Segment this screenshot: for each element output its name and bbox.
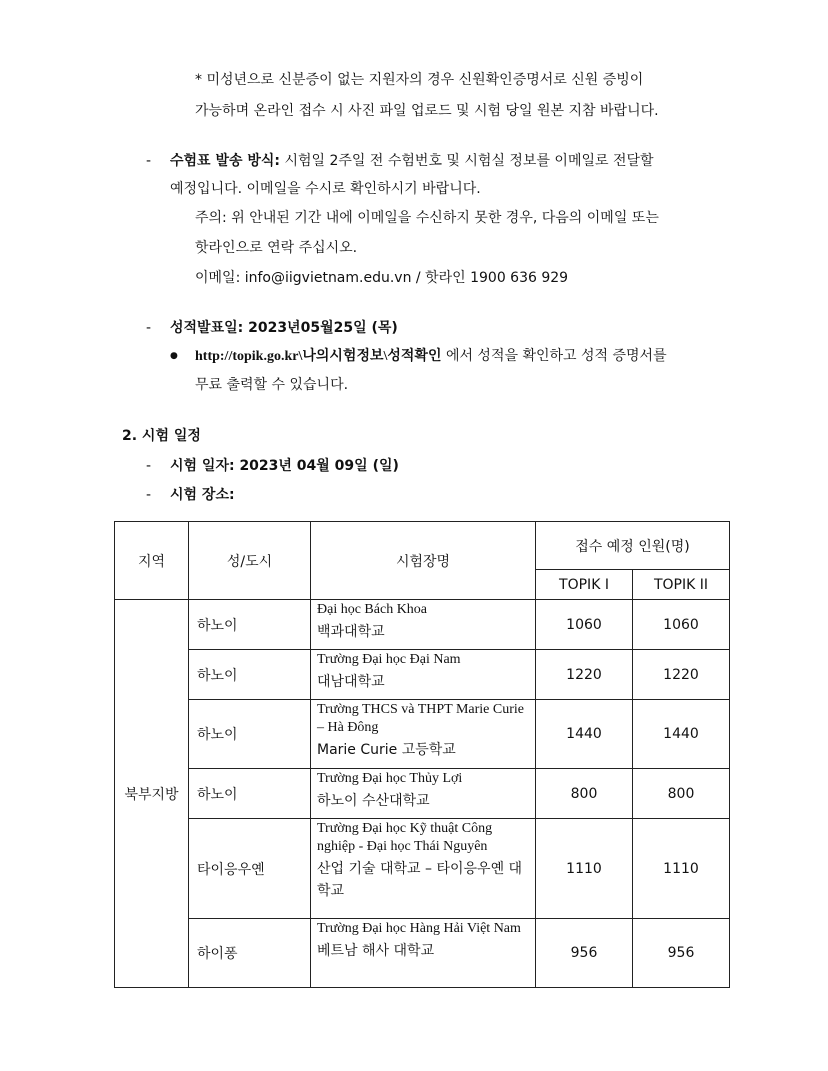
topik-2-count: 1110: [633, 819, 730, 919]
province-cell: 타이응우옌: [189, 819, 311, 919]
region-cell: 북부지방: [115, 600, 189, 988]
header-capacity: 접수 예정 인원(명): [536, 522, 730, 570]
province-cell: 하노이: [189, 650, 311, 700]
topik-1-count: 1060: [536, 600, 633, 650]
topik-1-count: 1440: [536, 700, 633, 769]
province-cell: 하노이: [189, 700, 311, 769]
venue-cell: [311, 819, 536, 919]
topik-1-count: 1110: [536, 819, 633, 919]
results-link[interactable]: http://topik.go.kr\나의시험정보\성적확인: [195, 349, 442, 364]
venue-cell: [311, 650, 536, 700]
exam-venue-table: [114, 521, 730, 988]
venue-name-vi: Trường THCS và THPT Marie Curie – Hà Đông: [317, 702, 524, 735]
venue-name-ko: 산업 기술 대학교 – 타이응우옌 대학교: [317, 861, 523, 899]
topik-2-count: 1440: [633, 700, 730, 769]
header-province: 성/도시: [189, 522, 311, 600]
admission-bullet: -: [146, 153, 152, 169]
results-bullet: -: [146, 320, 152, 336]
topik-1-count: 956: [536, 919, 633, 988]
exam-date-bullet: -: [146, 458, 152, 474]
header-topik-1: TOPIK I: [536, 570, 633, 600]
table-row: [115, 919, 730, 988]
contact-info: 이메일: info@iigvietnam.edu.vn / 핫라인 1900 636 929: [195, 270, 569, 286]
table-row: [115, 700, 730, 769]
venue-name-vi: Trường Đại học Kỹ thuật Công nghiệp - Đại học Thái Nguyên: [317, 821, 493, 854]
topik-2-count: 1220: [633, 650, 730, 700]
note-line-2: 가능하며 온라인 접수 시 사진 파일 업로드 및 시험 당일 원본 지참 바랍니다.: [195, 103, 659, 119]
venue-cell: [311, 769, 536, 819]
exam-venue-label: 시험 장소:: [170, 487, 235, 503]
venue-name-ko: 하노이 수산대학교: [317, 793, 430, 809]
venue-name-ko: 백과대학교: [317, 624, 385, 640]
venue-name-ko: Marie Curie 고등학교: [317, 742, 456, 758]
note-line-1: * 미성년으로 신분증이 없는 지원자의 경우 신원확인증명서로 신원 증빙이: [195, 72, 644, 88]
table-row: [115, 819, 730, 919]
venue-cell: [311, 600, 536, 650]
venue-name-ko: 베트남 해사 대학교: [317, 943, 435, 959]
results-line-1: [195, 346, 667, 367]
venue-name-vi: Trường Đại học Đại Nam: [317, 652, 461, 667]
exam-date: 시험 일자: 2023년 04월 09일 (일): [170, 458, 399, 474]
topik-1-count: 800: [536, 769, 633, 819]
province-cell: 하노이: [189, 769, 311, 819]
caution-line-2: 핫라인으로 연락 주십시오.: [195, 240, 358, 256]
venue-cell: [311, 700, 536, 769]
table-row: [115, 650, 730, 700]
results-text-1: 에서 성적을 확인하고 성적 증명서를: [445, 348, 667, 364]
results-text-2: 무료 출력할 수 있습니다.: [195, 377, 349, 393]
admission-line-1: [170, 151, 654, 171]
province-cell: 하노이: [189, 600, 311, 650]
table-row: [115, 600, 730, 650]
table-row: [115, 769, 730, 819]
header-region: 지역: [115, 522, 189, 600]
caution-line-1: 주의: 위 안내된 기간 내에 이메일을 수신하지 못한 경우, 다음의 이메일 또는: [195, 210, 659, 226]
admission-text-1: 시험일 2주일 전 수험번호 및 시험실 정보를 이메일로 전달할: [284, 153, 654, 169]
topik-2-count: 800: [633, 769, 730, 819]
venue-name-vi: Đại học Bách Khoa: [317, 602, 428, 617]
venue-name-vi: Trường Đại học Hàng Hải Việt Nam: [317, 921, 521, 936]
results-dot: ●: [170, 351, 178, 361]
admission-text-2: 예정입니다. 이메일을 수시로 확인하시기 바랍니다.: [170, 181, 481, 197]
province-cell: 하이퐁: [189, 919, 311, 988]
admission-label: 수험표 발송 방식:: [170, 153, 281, 169]
topik-1-count: 1220: [536, 650, 633, 700]
header-topik-2: TOPIK II: [633, 570, 730, 600]
results-label: 성적발표일: 2023년05월25일 (목): [170, 320, 398, 336]
venue-name-vi: Trường Đại học Thủy Lợi: [317, 771, 463, 786]
topik-2-count: 1060: [633, 600, 730, 650]
exam-venue-bullet: -: [146, 487, 152, 503]
topik-2-count: 956: [633, 919, 730, 988]
section-2-heading: 2. 시험 일정: [122, 428, 201, 444]
table-header-row: [115, 522, 730, 570]
venue-name-ko: 대남대학교: [317, 674, 385, 690]
venue-cell: [311, 919, 536, 988]
header-venue: 시험장명: [311, 522, 536, 600]
